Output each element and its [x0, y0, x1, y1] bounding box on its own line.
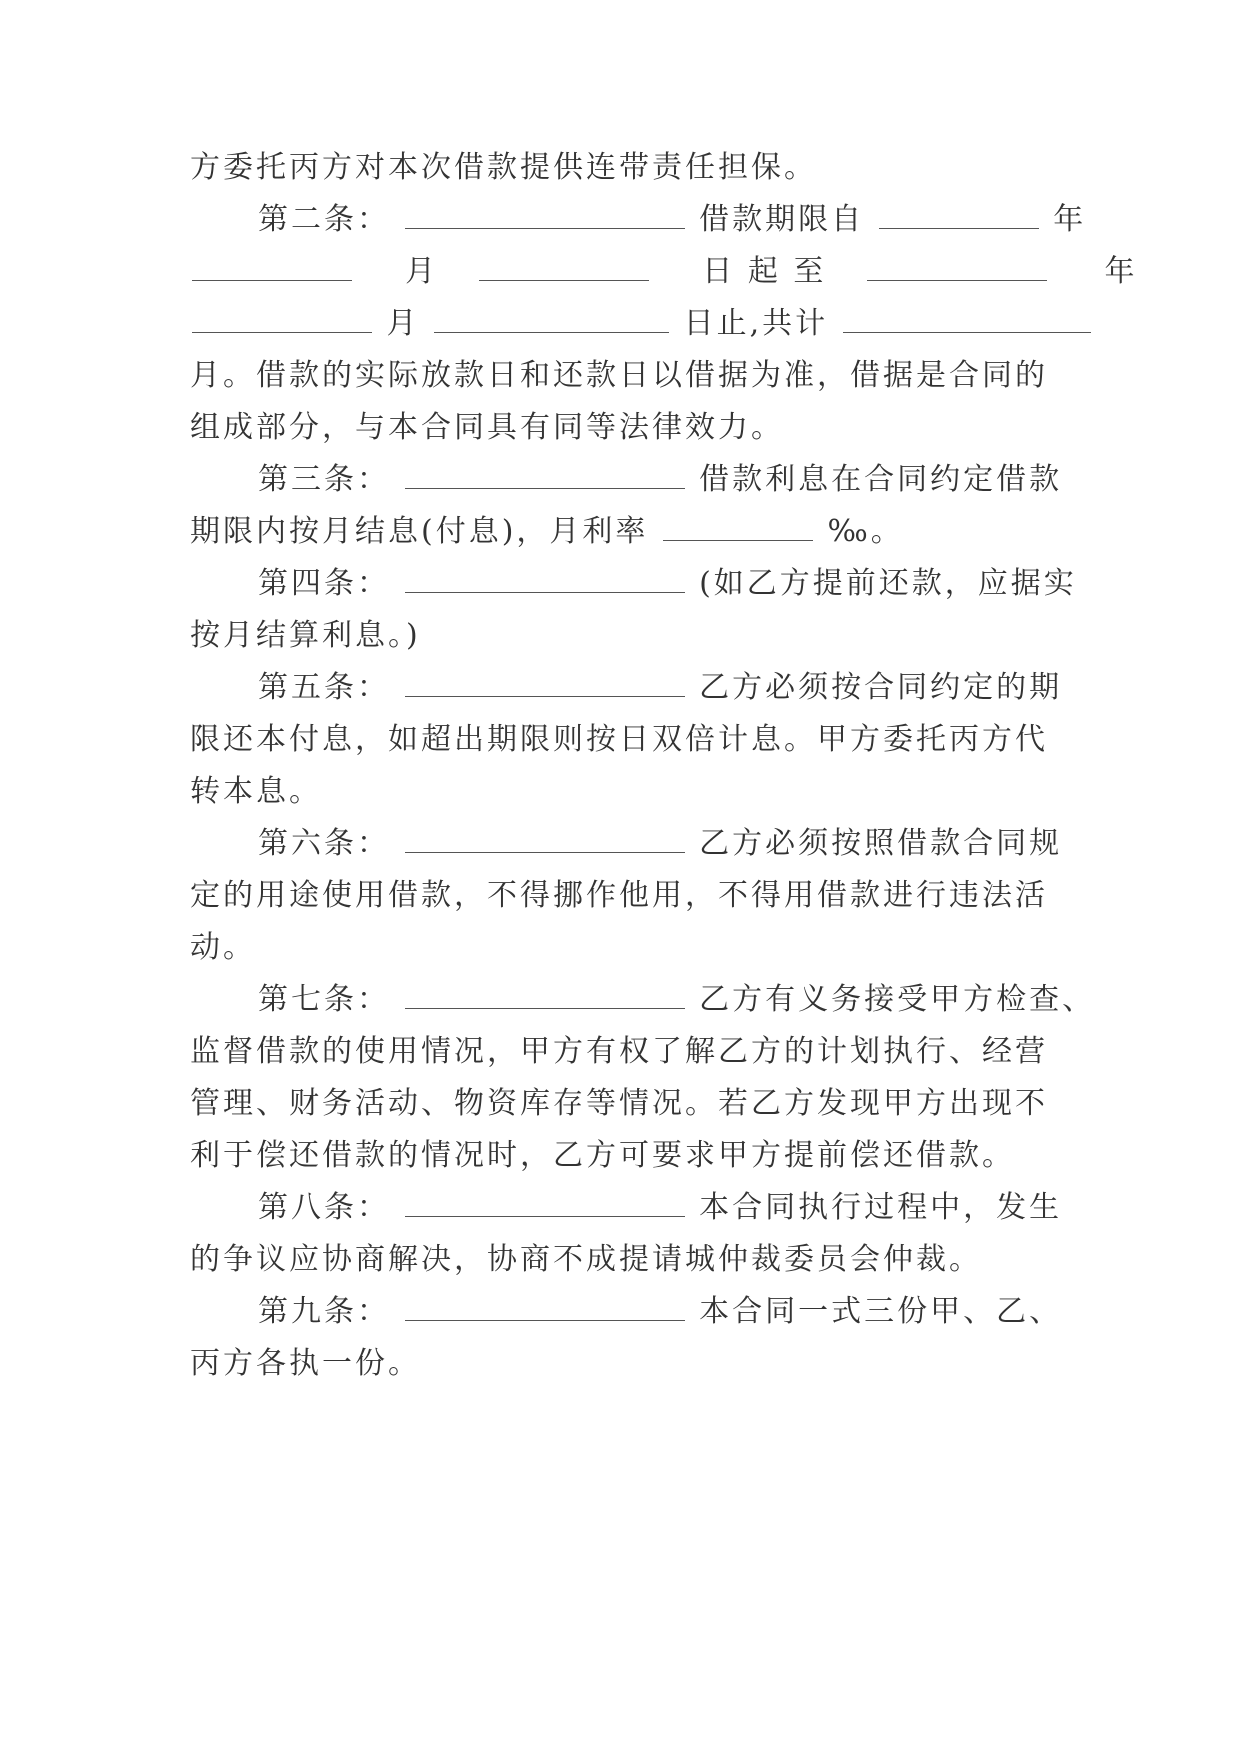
line-text: 管理、财务活动、物资库存等情况。若乙方发现甲方出现不 — [190, 1086, 1048, 1121]
paragraph-line — [190, 510, 1050, 554]
blank-field[interactable] — [405, 978, 685, 1009]
paragraph-line — [190, 1030, 1050, 1074]
article-8-line — [258, 1186, 1063, 1230]
article-number: 第二条： — [258, 202, 390, 237]
blank-year-field[interactable] — [867, 250, 1047, 281]
paragraph-line — [190, 770, 1050, 814]
blank-field[interactable] — [405, 666, 685, 697]
blank-month-field[interactable] — [192, 302, 372, 333]
article-7-line — [258, 978, 1096, 1022]
line-text: 乙方有义务接受甲方检查、 — [699, 982, 1096, 1017]
article-5-line — [258, 666, 1063, 710]
article-3-line — [258, 458, 1063, 502]
paragraph-line — [190, 302, 1050, 346]
line-text: 方委托丙方对本次借款提供连带责任担保。 — [190, 150, 817, 185]
blank-year-field[interactable] — [879, 198, 1039, 229]
line-text: 监督借款的使用情况，甲方有权了解乙方的计划执行、经营 — [190, 1034, 1048, 1069]
line-text: 借款利息在合同约定借款 — [699, 462, 1063, 497]
blank-field[interactable] — [405, 822, 685, 853]
line-text: 乙方必须按照借款合同规 — [699, 826, 1063, 861]
line-text: 定的用途使用借款，不得挪作他用，不得用借款进行违法活 — [190, 878, 1048, 913]
paragraph-line — [190, 406, 1050, 450]
line-text: 期限内按月结息(付息)，月利率 — [190, 514, 649, 549]
paragraph-line — [190, 354, 1050, 398]
blank-day-field[interactable] — [434, 302, 669, 333]
line-text: 动。 — [190, 930, 256, 965]
blank-month-field[interactable] — [192, 250, 352, 281]
line-text: 日止,共计 — [683, 306, 829, 341]
blank-field[interactable] — [405, 198, 685, 229]
blank-field[interactable] — [405, 1186, 685, 1217]
line-text: 月 — [405, 254, 439, 289]
line-text: 丙方各执一份。 — [190, 1346, 421, 1381]
line-text: 日 起 至 — [702, 254, 827, 289]
line-text: 年 — [1053, 202, 1087, 237]
line-text: 年 — [1104, 254, 1138, 289]
line-text: 组成部分，与本合同具有同等法律效力。 — [190, 410, 784, 445]
line-text: 利于偿还借款的情况时，乙方可要求甲方提前偿还借款。 — [190, 1138, 1015, 1173]
blank-rate-field[interactable] — [663, 510, 813, 541]
blank-day-field[interactable] — [479, 250, 649, 281]
line-text: 限还本付息，如超出期限则按日双倍计息。甲方委托丙方代 — [190, 722, 1048, 757]
paragraph-line — [190, 250, 1138, 294]
paragraph-line — [190, 1082, 1050, 1126]
line-text: 借款期限自 — [699, 202, 865, 237]
article-number: 第三条： — [258, 462, 390, 497]
line-text: 月 — [386, 306, 420, 341]
article-9-line — [258, 1290, 1063, 1334]
line-text: 本合同执行过程中，发生 — [699, 1190, 1063, 1225]
article-number: 第八条： — [258, 1190, 390, 1225]
article-4-line — [258, 562, 1077, 606]
line-text: 月。借款的实际放款日和还款日以借据为准，借据是合同的 — [190, 358, 1048, 393]
line-text: 的争议应协商解决，协商不成提请城仲裁委员会仲裁。 — [190, 1242, 982, 1277]
blank-field[interactable] — [405, 1290, 685, 1321]
line-text: ‰。 — [827, 514, 904, 549]
line-text: (如乙方提前还款，应据实 — [699, 566, 1077, 601]
article-number: 第九条： — [258, 1294, 390, 1329]
blank-total-months-field[interactable] — [843, 302, 1091, 333]
paragraph-line — [190, 926, 1050, 970]
article-number: 第六条： — [258, 826, 390, 861]
article-6-line — [258, 822, 1063, 866]
paragraph-line — [190, 146, 1050, 190]
paragraph-line — [190, 718, 1050, 762]
blank-field[interactable] — [405, 562, 685, 593]
article-number: 第七条： — [258, 982, 390, 1017]
line-text: 乙方必须按合同约定的期 — [699, 670, 1063, 705]
line-text: 按月结算利息。) — [190, 618, 421, 653]
paragraph-line — [190, 1238, 1050, 1282]
line-text: 转本息。 — [190, 774, 322, 809]
blank-field[interactable] — [405, 458, 685, 489]
paragraph-line — [190, 1134, 1050, 1178]
article-number: 第五条： — [258, 670, 390, 705]
article-2-line — [258, 198, 1087, 242]
paragraph-line — [190, 874, 1050, 918]
paragraph-line — [190, 1342, 1050, 1386]
article-number: 第四条： — [258, 566, 390, 601]
paragraph-line — [190, 614, 1050, 658]
line-text: 本合同一式三份甲、乙、 — [699, 1294, 1063, 1329]
